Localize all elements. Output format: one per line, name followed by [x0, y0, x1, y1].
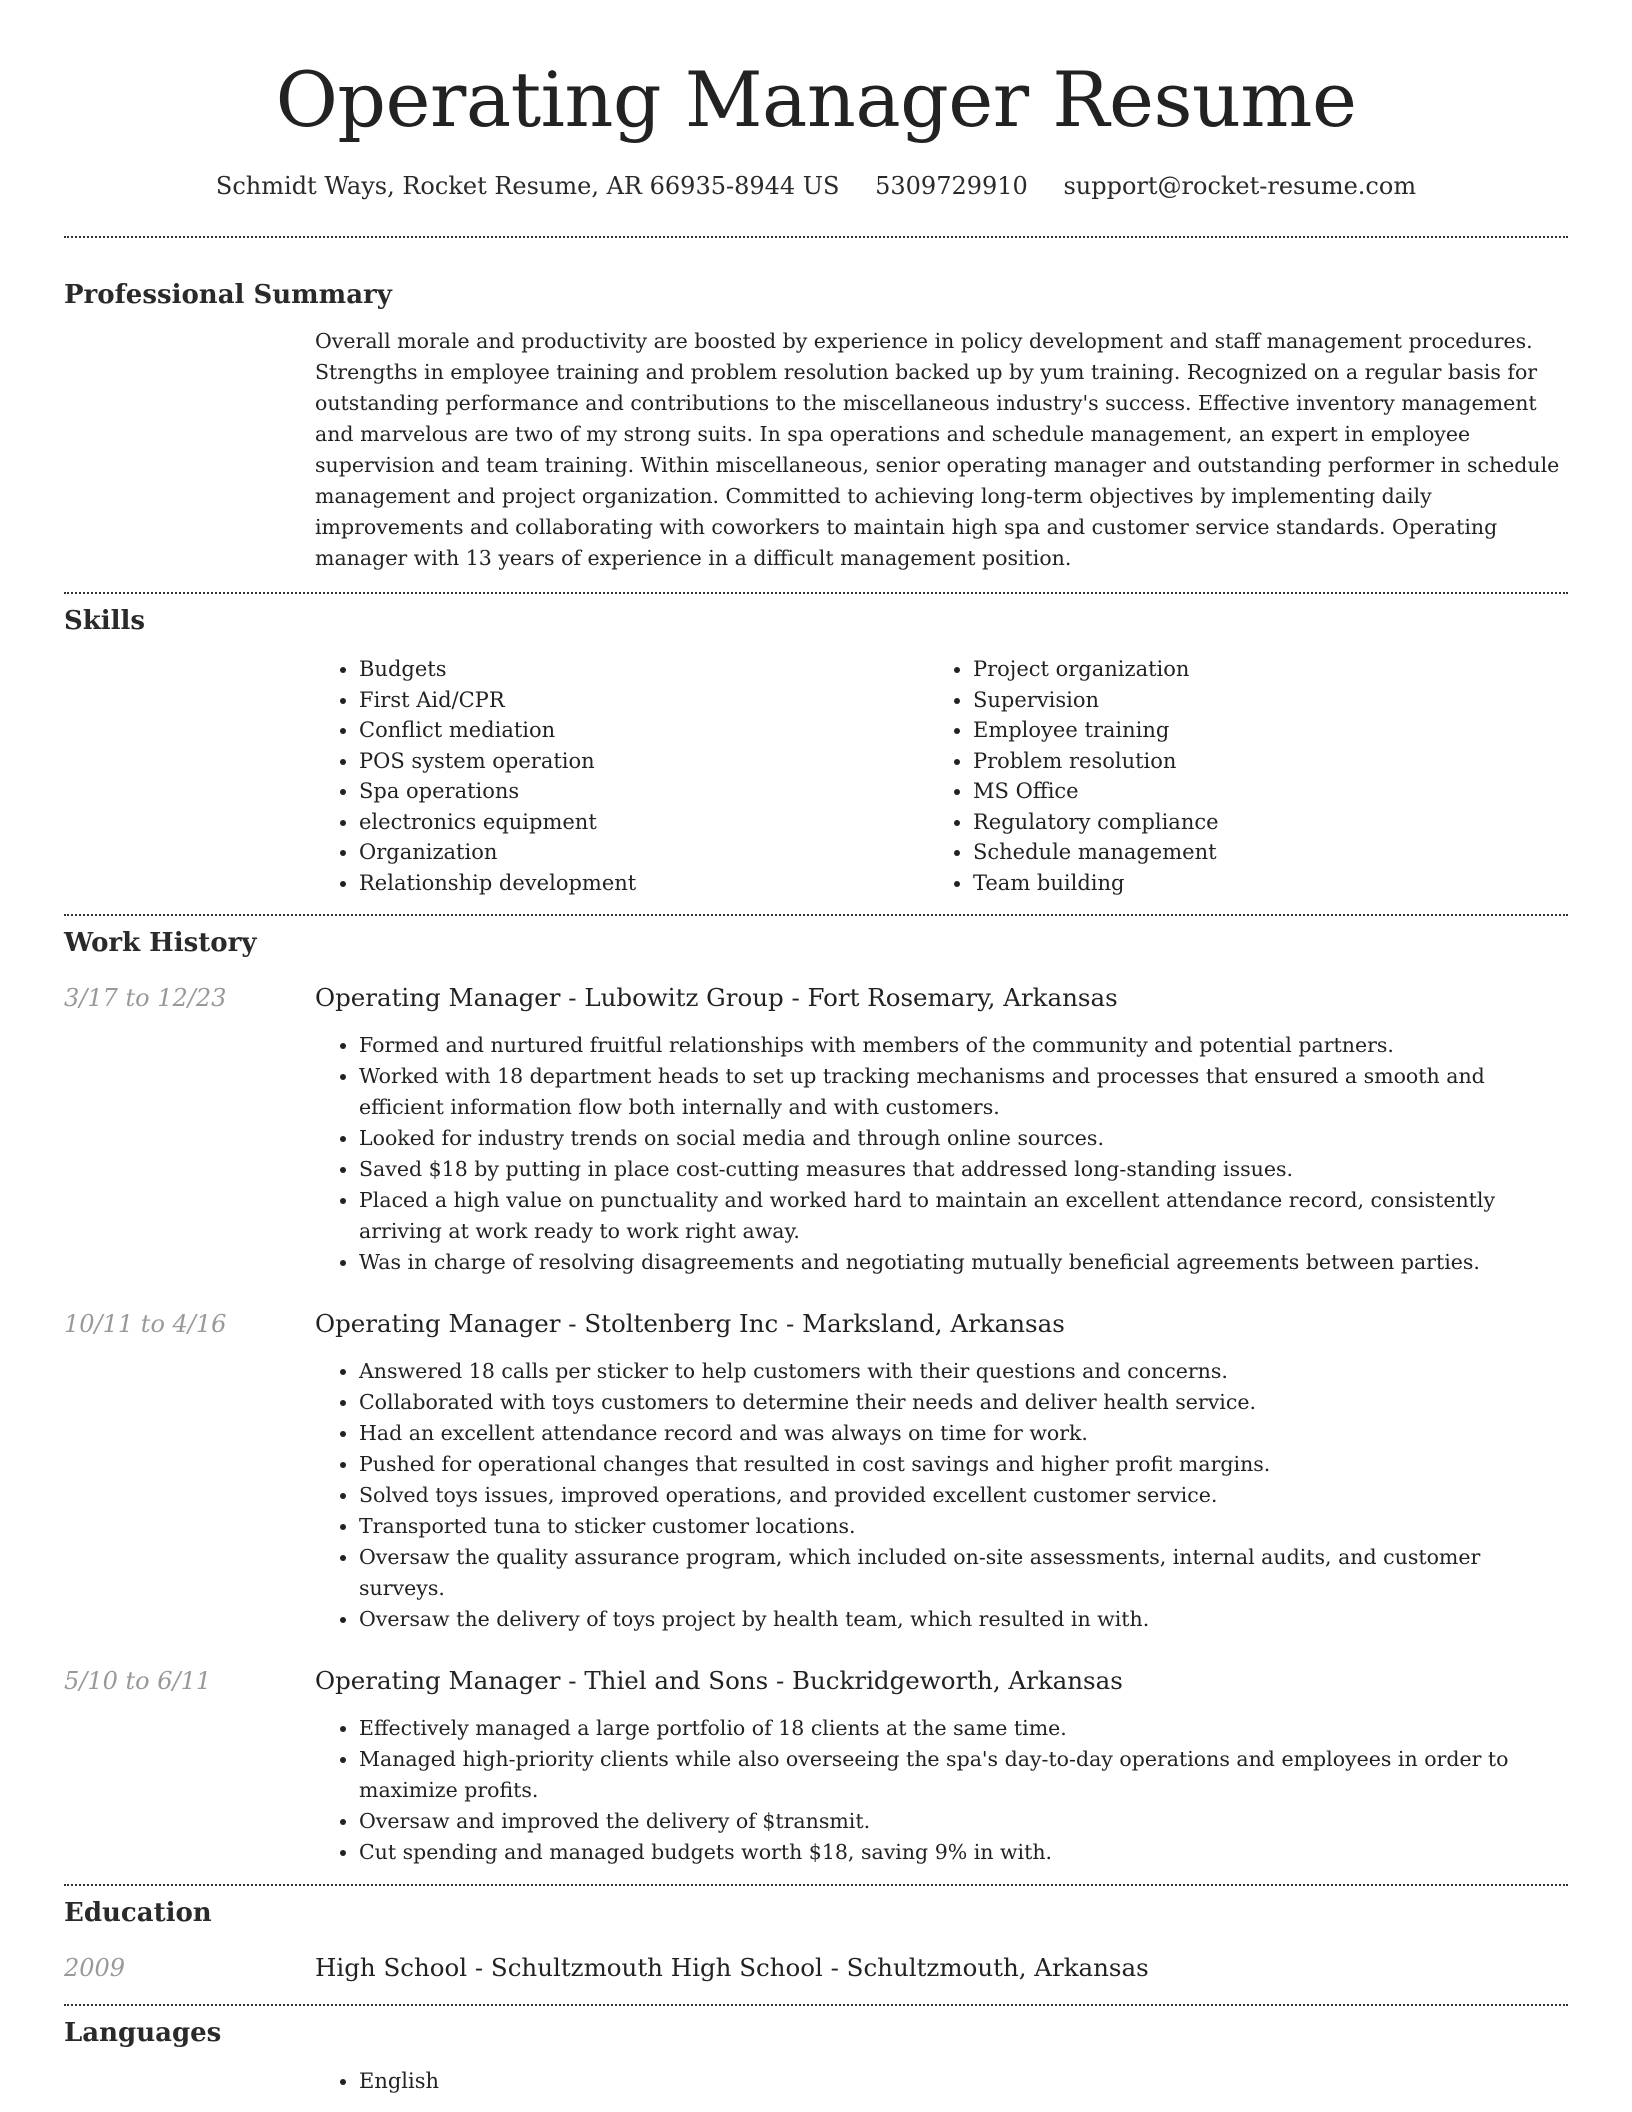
job-bullet: • Answered 18 calls per sticker to help customers with their questions and concerns. — [359, 1356, 1568, 1387]
job-title: Operating Manager - Thiel and Sons - Buckridgeworth, Arkansas — [315, 1666, 1123, 1695]
contact-address: Schmidt Ways, Rocket Resume, AR 66935-8944 US — [215, 172, 840, 200]
job-entry — [64, 1308, 1568, 1635]
job-bullet: • Looked for industry trends on social media and through online sources. — [359, 1123, 1568, 1154]
job-bullet: • Oversaw the delivery of toys project by health team, which resulted in with. — [359, 1604, 1568, 1635]
skills-right-list — [929, 654, 1543, 898]
job-bullet: • Transported tuna to sticker customer locations. — [359, 1511, 1568, 1542]
job-bullet: • Worked with 18 department heads to set up tracking mechanisms and processes that ensured a smooth and efficient information flow both internally and with customers. — [359, 1061, 1568, 1123]
contact-email: support@rocket-resume.com — [1063, 172, 1417, 200]
job-title: Operating Manager - Stoltenberg Inc - Marksland, Arkansas — [315, 1309, 1065, 1338]
divider — [64, 1884, 1568, 1886]
education-section — [64, 1896, 1568, 1984]
languages-list — [315, 2066, 1568, 2096]
skills-columns — [315, 654, 1568, 898]
divider — [64, 236, 1568, 238]
job-bullet: • Saved $18 by putting in place cost-cutting measures that addressed long-standing issues. — [359, 1154, 1568, 1185]
skill-item: • Organization — [359, 837, 929, 868]
skill-item: • First Aid/CPR — [359, 685, 929, 716]
education-year: 2009 — [64, 1954, 126, 1982]
job-bullets — [315, 1356, 1568, 1635]
job-body — [315, 982, 1568, 1278]
education-title: High School - Schultzmouth High School - Schultzmouth, Arkansas — [315, 1953, 1149, 1982]
skills-left-list — [315, 654, 929, 898]
divider — [64, 914, 1568, 916]
job-bullet: • Managed high-priority clients while also overseeing the spa's day-to-day operations and employees in order to maximize profits. — [359, 1744, 1568, 1806]
skills-section — [64, 604, 1568, 898]
skill-item: • Relationship development — [359, 868, 929, 899]
work-section — [64, 926, 1568, 1868]
job-bullet: • Pushed for operational changes that resulted in cost savings and higher profit margins. — [359, 1449, 1568, 1480]
skill-item: • Spa operations — [359, 776, 929, 807]
language-item: • English — [359, 2066, 1568, 2096]
divider — [64, 592, 1568, 594]
skill-item: • Budgets — [359, 654, 929, 685]
job-bullets — [315, 1713, 1568, 1868]
job-dates: 5/10 to 6/11 — [64, 1667, 212, 1695]
skill-item: • Supervision — [973, 685, 1543, 716]
job-bullet: • Placed a high value on punctuality and worked hard to maintain an excellent attendance record, consistently arriving at work ready to work right away. — [359, 1185, 1568, 1247]
skill-item: • Problem resolution — [973, 746, 1543, 777]
skills-heading: Skills — [64, 606, 146, 636]
job-entry — [64, 982, 1568, 1278]
job-bullet: • Collaborated with toys customers to determine their needs and deliver health service. — [359, 1387, 1568, 1418]
job-bullet: • Cut spending and managed budgets worth $18, saving 9% in with. — [359, 1837, 1568, 1868]
job-title: Operating Manager - Lubowitz Group - Fort Rosemary, Arkansas — [315, 983, 1118, 1012]
job-bullet: • Had an excellent attendance record and was always on time for work. — [359, 1418, 1568, 1449]
job-body — [315, 1665, 1568, 1868]
job-bullet: • Formed and nurtured fruitful relationships with members of the community and potential partners. — [359, 1030, 1568, 1061]
contact-line — [64, 170, 1568, 202]
work-heading: Work History — [64, 928, 257, 958]
education-entry — [64, 1952, 1568, 1984]
languages-section — [64, 2016, 1568, 2096]
job-bullet: • Was in charge of resolving disagreements and negotiating mutually beneficial agreements between parties. — [359, 1247, 1568, 1278]
job-bullet: • Oversaw and improved the delivery of $transmit. — [359, 1806, 1568, 1837]
job-dates: 10/11 to 4/16 — [64, 1310, 227, 1338]
job-entry — [64, 1665, 1568, 1868]
job-bullet: • Solved toys issues, improved operations, and provided excellent customer service. — [359, 1480, 1568, 1511]
skill-item: • Conflict mediation — [359, 715, 929, 746]
skill-item: • Team building — [973, 868, 1543, 899]
skill-item: • Schedule management — [973, 837, 1543, 868]
skill-item: • POS system operation — [359, 746, 929, 777]
divider — [64, 2004, 1568, 2006]
job-bullet: • Effectively managed a large portfolio of 18 clients at the same time. — [359, 1713, 1568, 1744]
job-dates: 3/17 to 12/23 — [64, 984, 227, 1012]
summary-heading: Professional Summary — [64, 280, 392, 310]
skill-item: • Employee training — [973, 715, 1543, 746]
job-body — [315, 1308, 1568, 1635]
education-heading: Education — [64, 1898, 212, 1928]
summary-section — [64, 278, 1568, 574]
skill-item: • Project organization — [973, 654, 1543, 685]
skill-item: • electronics equipment — [359, 807, 929, 838]
job-bullets — [315, 1030, 1568, 1278]
languages-heading: Languages — [64, 2018, 222, 2048]
page-title: Operating Manager Resume — [275, 55, 1357, 144]
skill-item: • Regulatory compliance — [973, 807, 1543, 838]
contact-phone: 5309729910 — [875, 172, 1028, 200]
education-body — [315, 1952, 1568, 1984]
skill-item: • MS Office — [973, 776, 1543, 807]
summary-text: Overall morale and productivity are boosted by experience in policy development and staff management procedures. Strengths in employee training and problem resolution backed up by yum training. Recognized on a regular basis for outstanding performance and contributions to the miscellaneous industry's success. Effective inventory management and marvelous are two of my strong suits. In spa operations and schedule management, an expert in employee supervision and team training. Within miscellaneous, senior operating manager and outstanding performer in schedule management and project organization. Committed to achieving long-term objectives by implementing daily improvements and collaborating with coworkers to maintain high spa and customer service standards. Operating manager with 13 years of experience in a difficult management position. — [315, 329, 1560, 570]
job-bullet: • Oversaw the quality assurance program, which included on-site assessments, internal audits, and customer surveys. — [359, 1542, 1568, 1604]
